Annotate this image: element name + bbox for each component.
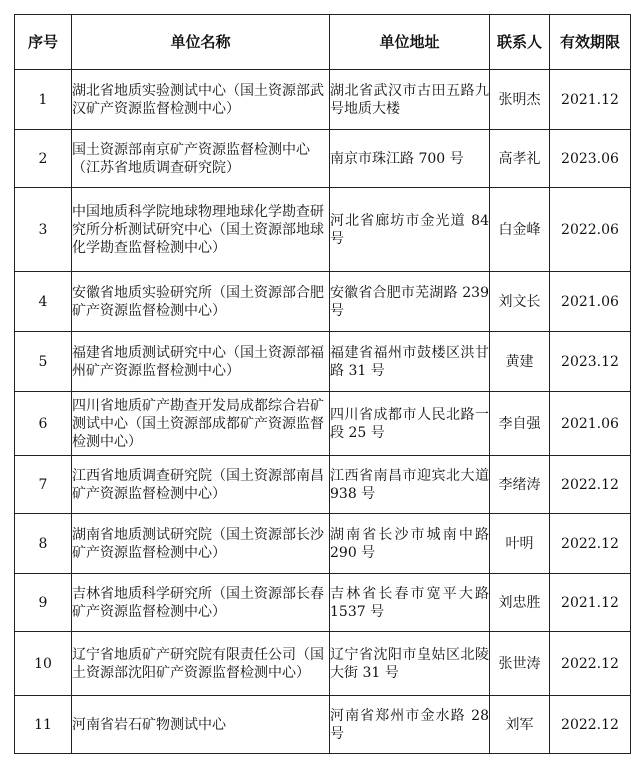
contact-person: 刘军 bbox=[490, 696, 550, 754]
table-row bbox=[15, 188, 631, 272]
contact-person: 白金峰 bbox=[490, 188, 550, 272]
institution-name: 国土资源部南京矿产资源监督检测中心（江苏省地质调查研究院） bbox=[72, 130, 330, 188]
institution-address: 四川省成都市人民北路一段 25 号 bbox=[330, 392, 490, 456]
row-number: 9 bbox=[15, 574, 72, 632]
contact-person: 李绪涛 bbox=[490, 456, 550, 514]
institution-name: 吉林省地质科学研究所（国土资源部长春矿产资源监督检测中心） bbox=[72, 574, 330, 632]
contact-person: 李自强 bbox=[490, 392, 550, 456]
institution-name: 湖北省地质实验测试中心（国土资源部武汉矿产资源监督检测中心） bbox=[72, 70, 330, 130]
institution-address: 江西省南昌市迎宾北大道 938 号 bbox=[330, 456, 490, 514]
institution-address: 南京市珠江路 700 号 bbox=[330, 130, 490, 188]
valid-period: 2023.06 bbox=[550, 130, 631, 188]
table-row bbox=[15, 332, 631, 392]
table-row bbox=[15, 514, 631, 574]
table-row bbox=[15, 456, 631, 514]
institution-name: 四川省地质矿产勘查开发局成都综合岩矿测试中心（国土资源部成都矿产资源监督检测中心） bbox=[72, 392, 330, 456]
valid-period: 2021.06 bbox=[550, 392, 631, 456]
contact-person: 刘文长 bbox=[490, 272, 550, 332]
header-no: 序号 bbox=[15, 15, 72, 70]
row-number: 11 bbox=[15, 696, 72, 754]
institution-name: 辽宁省地质矿产研究院有限责任公司（国土资源部沈阳矿产资源监督检测中心） bbox=[72, 632, 330, 696]
institution-address: 福建省福州市鼓楼区洪甘路 31 号 bbox=[330, 332, 490, 392]
row-number: 2 bbox=[15, 130, 72, 188]
table-row bbox=[15, 130, 631, 188]
valid-period: 2021.06 bbox=[550, 272, 631, 332]
table-row bbox=[15, 392, 631, 456]
header-address: 单位地址 bbox=[330, 15, 490, 70]
valid-period: 2021.12 bbox=[550, 70, 631, 130]
institution-address: 吉林省长春市宽平大路 1537 号 bbox=[330, 574, 490, 632]
institution-name: 湖南省地质测试研究院（国土资源部长沙矿产资源监督检测中心） bbox=[72, 514, 330, 574]
row-number: 7 bbox=[15, 456, 72, 514]
institution-name: 中国地质科学院地球物理地球化学勘查研究所分析测试研究中心（国土资源部地球化学勘查监督检测中心） bbox=[72, 188, 330, 272]
row-number: 10 bbox=[15, 632, 72, 696]
header-name: 单位名称 bbox=[72, 15, 330, 70]
contact-person: 黄建 bbox=[490, 332, 550, 392]
institution-address: 河北省廊坊市金光道 84 号 bbox=[330, 188, 490, 272]
table-row bbox=[15, 696, 631, 754]
header-valid: 有效期限 bbox=[550, 15, 631, 70]
contact-person: 刘忠胜 bbox=[490, 574, 550, 632]
institution-address: 安徽省合肥市芜湖路 239 号 bbox=[330, 272, 490, 332]
institution-name: 河南省岩石矿物测试中心 bbox=[72, 696, 330, 754]
header-contact: 联系人 bbox=[490, 15, 550, 70]
table-header-row bbox=[15, 15, 631, 70]
valid-period: 2022.06 bbox=[550, 188, 631, 272]
institution-address: 辽宁省沈阳市皇姑区北陵大街 31 号 bbox=[330, 632, 490, 696]
institution-address: 湖北省武汉市古田五路九号地质大楼 bbox=[330, 70, 490, 130]
row-number: 5 bbox=[15, 332, 72, 392]
table-row bbox=[15, 272, 631, 332]
contact-person: 叶明 bbox=[490, 514, 550, 574]
institution-name: 安徽省地质实验研究所（国土资源部合肥矿产资源监督检测中心） bbox=[72, 272, 330, 332]
valid-period: 2022.12 bbox=[550, 456, 631, 514]
valid-period: 2023.12 bbox=[550, 332, 631, 392]
row-number: 4 bbox=[15, 272, 72, 332]
valid-period: 2022.12 bbox=[550, 632, 631, 696]
valid-period: 2021.12 bbox=[550, 574, 631, 632]
table-row bbox=[15, 574, 631, 632]
contact-person: 高孝礼 bbox=[490, 130, 550, 188]
institution-name: 江西省地质调查研究院（国土资源部南昌矿产资源监督检测中心） bbox=[72, 456, 330, 514]
row-number: 8 bbox=[15, 514, 72, 574]
valid-period: 2022.12 bbox=[550, 696, 631, 754]
row-number: 1 bbox=[15, 70, 72, 130]
table-row bbox=[15, 632, 631, 696]
institution-table bbox=[14, 14, 631, 754]
institution-address: 湖南省长沙市城南中路 290 号 bbox=[330, 514, 490, 574]
contact-person: 张明杰 bbox=[490, 70, 550, 130]
contact-person: 张世涛 bbox=[490, 632, 550, 696]
valid-period: 2022.12 bbox=[550, 514, 631, 574]
row-number: 3 bbox=[15, 188, 72, 272]
institution-name: 福建省地质测试研究中心（国土资源部福州矿产资源监督检测中心） bbox=[72, 332, 330, 392]
institution-address: 河南省郑州市金水路 28 号 bbox=[330, 696, 490, 754]
table-row bbox=[15, 70, 631, 130]
row-number: 6 bbox=[15, 392, 72, 456]
